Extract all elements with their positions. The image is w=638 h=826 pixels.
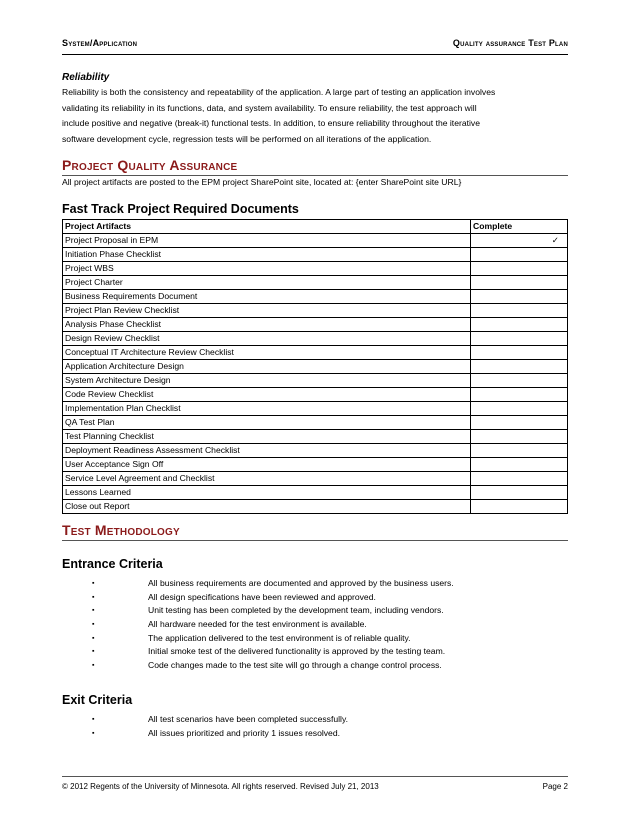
reliability-line: validating its reliability in its functions, data, and system availability. To ensure reliability, the test approach will: [62, 102, 477, 113]
artifact-name-cell: Conceptual IT Architecture Review Checklist: [63, 346, 471, 360]
bullet-icon: ▪: [92, 580, 95, 587]
footer-copyright: © 2012 Regents of the University of Minnesota. All rights reserved. Revised July 21, 2013: [62, 782, 379, 791]
artifact-name-cell: Test Planning Checklist: [63, 430, 471, 444]
project-quality-assurance-heading: Project Quality Assurance: [62, 157, 568, 176]
header-rule: [62, 54, 568, 55]
bullet-icon: ▪: [92, 634, 95, 642]
complete-cell: [471, 290, 568, 304]
complete-cell: [471, 262, 568, 276]
table-row: [63, 486, 568, 500]
reliability-line: include positive and negative (break-it) functional tests. In addition, to ensure reliability throughout the iterative: [62, 118, 480, 128]
pqa-paragraph: All project artifacts are posted to the EPM project SharePoint site, located at: {enter SharePoint site URL}: [62, 177, 462, 187]
table-row: [63, 346, 568, 360]
artifact-name-cell: Code Review Checklist: [63, 388, 471, 402]
reliability-line: Reliability is both the consistency and repeatability of the application. A large part of testing an application involves: [62, 87, 496, 97]
reliability-paragraph: [62, 85, 568, 147]
list-item-text: Initial smoke test of the delivered functionality is approved by the testing team.: [148, 646, 446, 657]
artifact-name-cell: Project Plan Review Checklist: [63, 304, 471, 318]
bullet-icon: ▪: [92, 621, 95, 629]
complete-cell: [471, 416, 568, 430]
artifact-name-cell: Service Level Agreement and Checklist: [63, 472, 471, 486]
complete-cell: [471, 304, 568, 318]
table-row: [63, 262, 568, 276]
exit-criteria-list: [62, 713, 568, 740]
test-methodology-heading: Test Methodology: [62, 522, 568, 541]
list-item: [62, 659, 568, 673]
complete-cell: [471, 458, 568, 472]
complete-cell: [471, 374, 568, 388]
bullet-icon: ▪: [92, 716, 95, 723]
table-row: [63, 276, 568, 290]
table-row: [63, 430, 568, 444]
list-item: [62, 727, 568, 741]
exit-criteria-heading: Exit Criteria: [62, 693, 133, 707]
artifact-name-cell: Analysis Phase Checklist: [63, 318, 471, 332]
list-item-text: All test scenarios have been completed successfully.: [148, 714, 348, 724]
list-item-text: All design specifications have been reviewed and approved.: [148, 591, 376, 602]
list-item: [62, 713, 568, 727]
list-item: [62, 645, 568, 659]
artifact-name-cell: Project Charter: [63, 276, 471, 290]
document-page: [62, 0, 568, 826]
reliability-line: software development cycle, regression tests will be performed on all iterations of the application.: [62, 133, 432, 144]
complete-cell: [471, 318, 568, 332]
artifact-name-cell: Application Architecture Design: [63, 360, 471, 374]
complete-cell: [471, 332, 568, 346]
artifact-name-cell: System Architecture Design: [63, 374, 471, 388]
footer-rule: [62, 776, 568, 777]
entrance-criteria-heading: Entrance Criteria: [62, 557, 163, 571]
list-item: [62, 591, 568, 605]
fast-track-heading: Fast Track Project Required Documents: [62, 202, 299, 216]
list-item-text: Unit testing has been completed by the development team, including vendors.: [148, 605, 444, 616]
list-item-text: The application delivered to the test environment is of reliable quality.: [148, 632, 411, 643]
artifact-name-cell: Design Review Checklist: [63, 332, 471, 346]
artifacts-table: [62, 219, 568, 514]
list-item: [62, 604, 568, 618]
table-row: [63, 360, 568, 374]
complete-cell: [471, 444, 568, 458]
list-item-text: All hardware needed for the test environment is available.: [148, 619, 367, 630]
artifact-name-cell: Initiation Phase Checklist: [63, 248, 471, 262]
complete-cell: [471, 500, 568, 514]
list-item: [62, 618, 568, 632]
table-row: [63, 500, 568, 514]
bullet-icon: ▪: [92, 607, 95, 615]
complete-cell: [471, 388, 568, 402]
col-complete: Complete: [471, 220, 568, 234]
table-row: [63, 248, 568, 262]
table-row: [63, 332, 568, 346]
table-row: [63, 304, 568, 318]
complete-cell: [471, 360, 568, 374]
list-item: [62, 577, 568, 591]
complete-cell: [471, 248, 568, 262]
artifact-name-cell: Lessons Learned: [63, 486, 471, 500]
table-row: [63, 388, 568, 402]
complete-cell: [471, 486, 568, 500]
bullet-icon: ▪: [92, 648, 95, 656]
table-header-row: [63, 220, 568, 234]
artifact-name-cell: QA Test Plan: [63, 416, 471, 430]
table-row: [63, 416, 568, 430]
entrance-criteria-list: [62, 577, 568, 673]
bullet-icon: ▪: [92, 662, 95, 670]
artifact-name-cell: Implementation Plan Checklist: [63, 402, 471, 416]
footer-page-number: Page 2: [542, 782, 568, 791]
reliability-heading: Reliability: [62, 72, 110, 83]
table-row: [63, 318, 568, 332]
complete-cell: [471, 472, 568, 486]
bullet-icon: ▪: [92, 729, 95, 737]
complete-cell: [471, 402, 568, 416]
checkmark-icon: ✓: [471, 234, 568, 248]
complete-cell: [471, 276, 568, 290]
artifact-name-cell: Project WBS: [63, 262, 471, 276]
table-row: [63, 374, 568, 388]
table-row: [63, 234, 568, 248]
table-row: [63, 458, 568, 472]
table-row: [63, 444, 568, 458]
list-item: [62, 632, 568, 646]
header-system-application: System/Application: [62, 38, 138, 48]
artifact-name-cell: Business Requirements Document: [63, 290, 471, 304]
table-row: [63, 472, 568, 486]
artifact-name-cell: Project Proposal in EPM: [63, 234, 471, 248]
list-item-text: All business requirements are documented and approved by the business users.: [148, 578, 454, 588]
list-item-text: Code changes made to the test site will go through a change control process.: [148, 660, 442, 671]
complete-cell: [471, 430, 568, 444]
table-row: [63, 402, 568, 416]
col-project-artifacts: Project Artifacts: [63, 220, 471, 234]
artifact-name-cell: Close out Report: [63, 500, 471, 514]
complete-cell: [471, 346, 568, 360]
list-item-text: All issues prioritized and priority 1 issues resolved.: [148, 727, 341, 738]
page-header: [62, 38, 568, 50]
artifact-name-cell: Deployment Readiness Assessment Checklist: [63, 444, 471, 458]
artifact-name-cell: User Acceptance Sign Off: [63, 458, 471, 472]
header-doc-title: Quality assurance Test Plan: [452, 38, 568, 48]
table-row: [63, 290, 568, 304]
bullet-icon: ▪: [92, 593, 95, 601]
